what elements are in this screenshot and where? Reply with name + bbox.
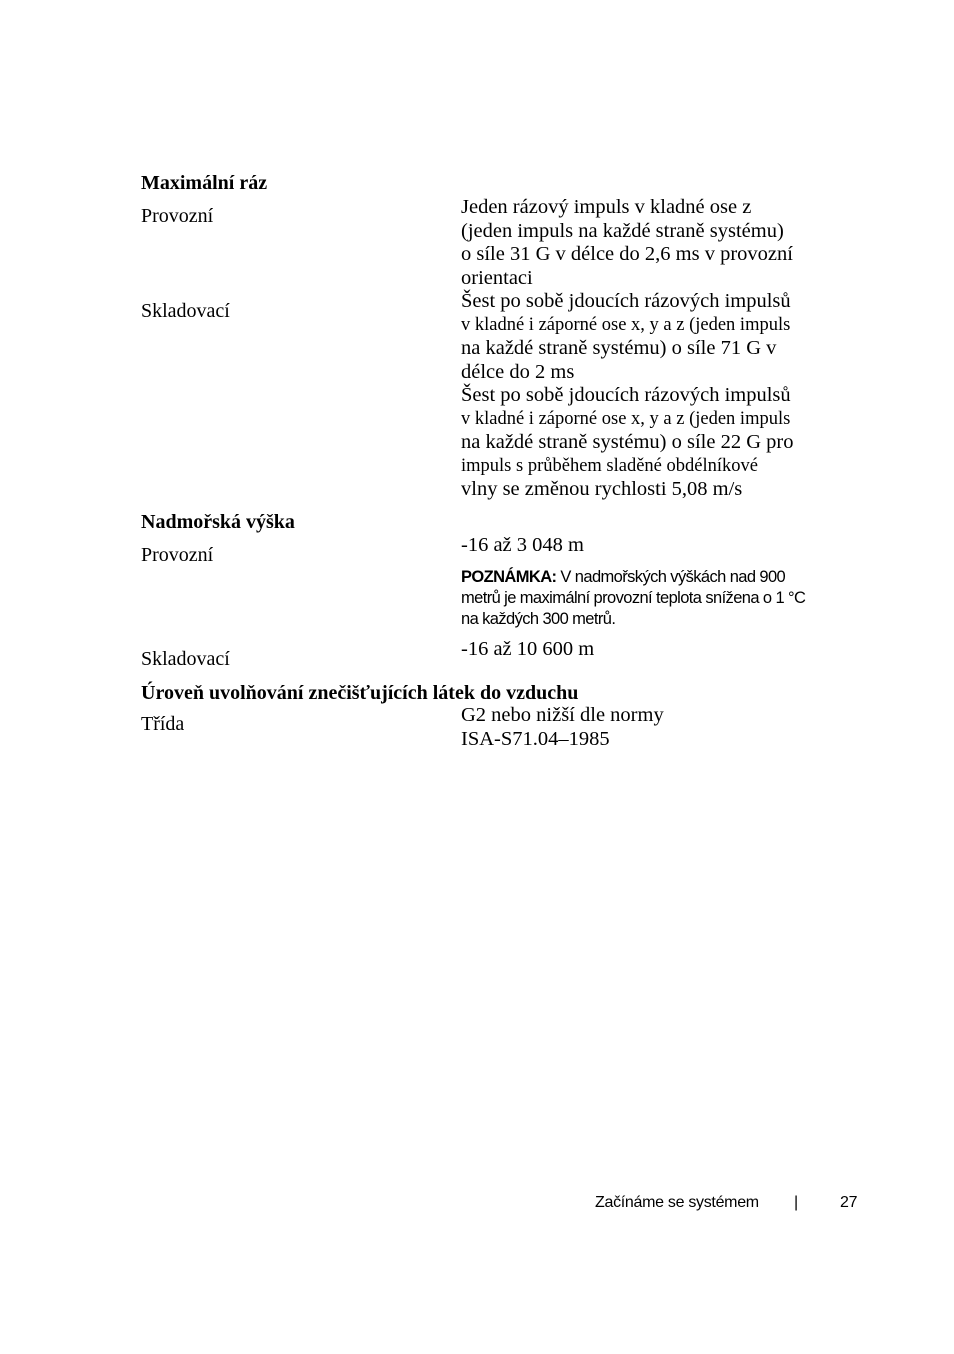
shock-storage-value xyxy=(461,290,841,502)
altitude-operating-value: -16 až 3 048 m xyxy=(461,534,584,556)
note-text: metrů je maximální provozní teplota snížena o 1 °C xyxy=(461,589,806,607)
text-line: na každé straně systému) o síle 22 G pro xyxy=(461,431,794,453)
contaminants-class-value xyxy=(461,704,841,751)
note-label: POZNÁMKA: xyxy=(461,568,557,586)
altitude-operating-label: Provozní xyxy=(141,544,214,566)
text-line: v kladné i záporné ose x, y a z (jeden impuls xyxy=(461,408,791,429)
text-line: délce do 2 ms xyxy=(461,360,575,383)
text-line: vlny se změnou rychlosti 5,08 m/s xyxy=(461,478,743,500)
footer-page-number: 27 xyxy=(840,1194,858,1211)
altitude-note xyxy=(461,567,831,630)
text-line: impuls s průběhem sladěné obdélníkové xyxy=(461,455,758,476)
altitude-storage-label: Skladovací xyxy=(141,648,230,670)
footer-section-title: Začínáme se systémem xyxy=(595,1194,759,1211)
text-line: orientaci xyxy=(461,266,533,289)
text-line: G2 nebo nižší dle normy xyxy=(461,704,664,726)
shock-heading: Maximální ráz xyxy=(141,172,268,194)
text-line: Šest po sobě jdoucích rázových impulsů xyxy=(461,290,791,312)
text-line: o síle 31 G v délce do 2,6 ms v provozní xyxy=(461,243,793,265)
text-line: ISA-S71.04–1985 xyxy=(461,727,610,750)
contaminants-heading: Úroveň uvolňování znečišťujících látek do vzduchu xyxy=(141,682,579,704)
note-text: V nadmořských výškách nad 900 xyxy=(556,568,786,586)
text-line: Jeden rázový impuls v kladné ose z xyxy=(461,196,752,218)
contaminants-class-label: Třída xyxy=(141,713,185,735)
altitude-storage-value: -16 až 10 600 m xyxy=(461,638,595,660)
shock-operating-value xyxy=(461,196,841,290)
altitude-heading: Nadmořská výška xyxy=(141,511,295,533)
text-line: (jeden impuls na každé straně systému) xyxy=(461,219,784,242)
text-line: na každé straně systému) o síle 71 G v xyxy=(461,337,777,359)
text-line: v kladné i záporné ose x, y a z (jeden impuls xyxy=(461,314,791,335)
footer-separator: | xyxy=(794,1194,798,1211)
note-text: na každých 300 metrů. xyxy=(461,610,616,628)
text-line: Šest po sobě jdoucích rázových impulsů xyxy=(461,384,791,406)
shock-storage-label: Skladovací xyxy=(141,300,230,322)
shock-operating-label: Provozní xyxy=(141,205,214,227)
